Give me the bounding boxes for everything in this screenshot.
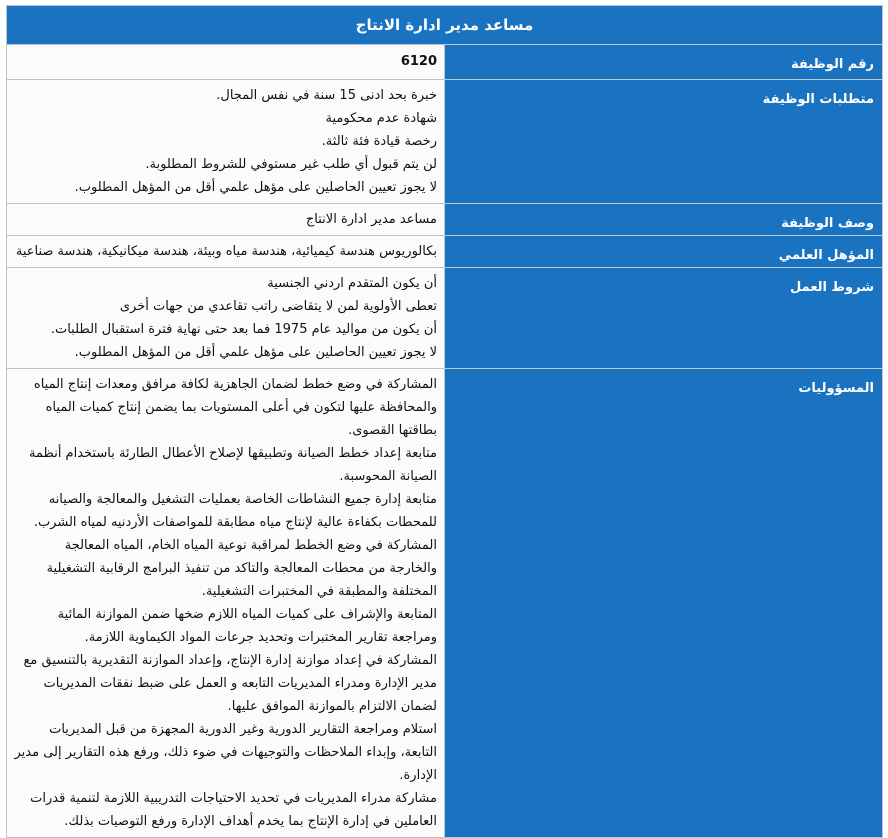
value-job-description: مساعد مدير ادارة الانتاج bbox=[7, 204, 445, 236]
title-row bbox=[7, 6, 883, 45]
label-work-conditions: شروط العمل bbox=[445, 268, 883, 369]
responsibility-item: المشاركة في وضع الخطط لمراقبة نوعية المياه الخام، المياه المعالجة والخارجة من محطات المعالجة والتاكد من تنفيذ البرامج الرقابية التشغيلية المختلفة والمطبقة في المختبرات التشغيلية. bbox=[46, 538, 437, 599]
requirement-line: رخصة قيادة فئة ثالثة. bbox=[321, 134, 437, 149]
job-details-table bbox=[6, 5, 883, 838]
responsibility-item: مشاركة مدراء المديريات في تحديد الاحتياجات التدريبية اللازمة لتنمية قدرات العاملين في إدارة الإنتاج بما يخدم أهداف الإدارة ورفع التوصيات بذلك. bbox=[30, 791, 437, 829]
responsibility-item: المشاركة في إعداد موازنة إدارة الإنتاج، وإعداد الموازنة التقديرية بالتنسيق مع مدير الإدارة ومدراء المديريات التابعه و العمل على ضبط نفقات المديريات لضمان الالتزام بالموازنة الموافق عليها. bbox=[23, 653, 437, 714]
label-job-requirements: متطلبات الوظيفة bbox=[445, 80, 883, 204]
value-work-conditions bbox=[7, 268, 445, 369]
responsibility-item: المشاركة في وضع خطط لضمان الجاهزية لكافة مرافق ومعدات إنتاج المياه والمحافظة عليها لتكون في أعلى المستويات بما يضمن إنتاج كميات المياه بطاقتها القصوى. bbox=[33, 377, 437, 438]
row-job-number bbox=[7, 45, 883, 80]
row-job-description bbox=[7, 204, 883, 236]
row-job-requirements bbox=[7, 80, 883, 204]
row-qualification bbox=[7, 236, 883, 268]
job-title: مساعد مدير ادارة الانتاج bbox=[7, 6, 883, 45]
value-responsibilities bbox=[7, 369, 445, 838]
responsibility-item: متابعة إعداد خطط الصيانة وتطبيقها لإصلاح الأعطال الطارئة باستخدام أنظمة الصيانة المحوسبة. bbox=[29, 446, 437, 484]
value-job-requirements bbox=[7, 80, 445, 204]
value-qualification: بكالوريوس هندسة كيميائية، هندسة مياه وبيئة، هندسة ميكانيكية، هندسة صناعية bbox=[7, 236, 445, 268]
condition-line: أن يكون من مواليد عام 1975 فما بعد حتى نهاية فترة استقبال الطلبات. bbox=[50, 322, 437, 337]
condition-line: تعطى الأولوية لمن لا يتقاضى راتب تقاعدي من جهات أخرى bbox=[119, 299, 437, 314]
row-responsibilities bbox=[7, 369, 883, 838]
responsibility-item: المتابعة والإشراف على كميات المياه اللازم ضخها ضمن الموازنة المائية ومراجعة تقارير المختبرات وتحديد جرعات المواد الكيماوية اللازمة. bbox=[57, 607, 437, 645]
condition-line: أن يكون المتقدم اردني الجنسية bbox=[267, 276, 437, 291]
responsibility-item: استلام ومراجعة التقارير الدورية وغير الدورية المجهزة من قبل المديريات التابعة، وإبداء الملاحظات والتوجيهات في ضوء ذلك، ورفع هذه التقارير إلى مدير الإدارة. bbox=[14, 722, 437, 783]
row-work-conditions bbox=[7, 268, 883, 369]
label-qualification: المؤهل العلمي bbox=[445, 236, 883, 268]
label-responsibilities: المسؤوليات bbox=[445, 369, 883, 838]
condition-line: لا يجوز تعيين الحاصلين على مؤهل علمي أقل من المؤهل المطلوب. bbox=[74, 345, 437, 360]
label-job-number: رقم الوظيفة bbox=[445, 45, 883, 80]
requirement-line: خبرة بحد ادنى 15 سنة في نفس المجال. bbox=[216, 88, 437, 103]
label-job-description: وصف الوظيفة bbox=[445, 204, 883, 236]
responsibility-item: متابعة إدارة جميع النشاطات الخاصة بعمليات التشغيل والمعالجة والصيانه للمحطات بكفاءة عالية لإنتاج مياه مطابقة للمواصفات الأردنيه لمياه الشرب. bbox=[33, 492, 437, 530]
requirement-line: شهادة عدم محكومية bbox=[325, 111, 437, 126]
value-job-number: 6120 bbox=[7, 45, 445, 80]
requirement-line: لا يجوز تعيين الحاصلين على مؤهل علمي أقل من المؤهل المطلوب. bbox=[74, 180, 437, 195]
requirement-line: لن يتم قبول أي طلب غير مستوفي للشروط المطلوبة. bbox=[145, 157, 437, 172]
